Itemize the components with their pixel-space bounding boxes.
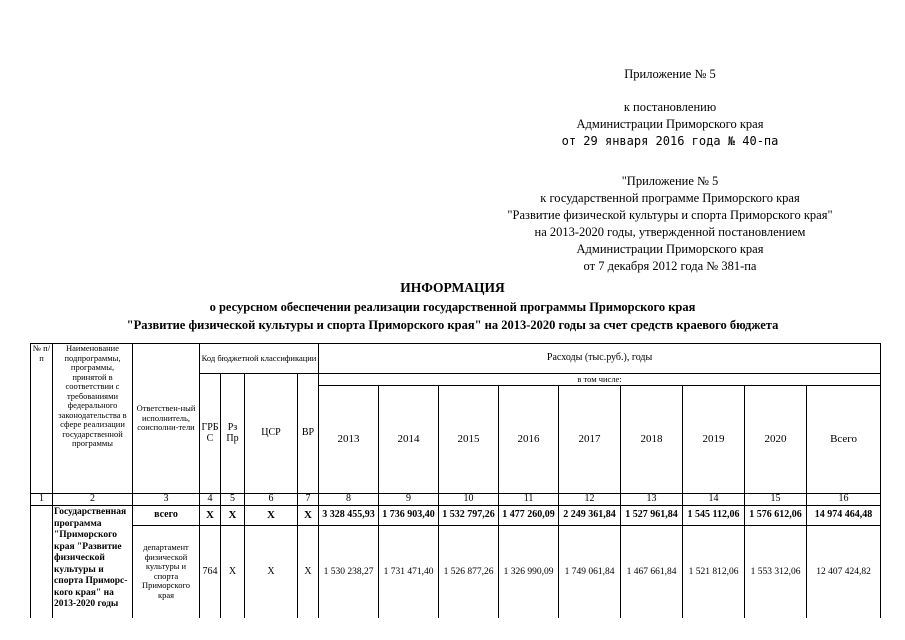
quote-appendix: "Приложение № 5 xyxy=(621,174,719,188)
column-index: 15 xyxy=(745,494,807,506)
header-expenses: Расходы (тыс.руб.), годы xyxy=(319,344,881,374)
quote-administration: Администрации Приморского края xyxy=(576,242,764,256)
total-value: 1 736 903,40 xyxy=(379,506,439,526)
quote-program-name: "Развитие физической культуры и спорта Приморского края" xyxy=(507,208,833,222)
total-csr: Х xyxy=(245,506,298,526)
department-value: 1 467 661,84 xyxy=(621,526,683,618)
column-index: 5 xyxy=(221,494,245,506)
document-subtitle-1: о ресурсном обеспечении реализации государственной программы Приморского края xyxy=(209,300,696,314)
column-index: 4 xyxy=(200,494,221,506)
department-value: 1 326 990,09 xyxy=(499,526,559,618)
header-year: 2019 xyxy=(683,386,745,494)
total-value: 1 527 961,84 xyxy=(621,506,683,526)
header-year: 2020 xyxy=(745,386,807,494)
column-index: 8 xyxy=(319,494,379,506)
department-value: 1 553 312,06 xyxy=(745,526,807,618)
column-index: 7 xyxy=(298,494,319,506)
department-value: 1 731 471,40 xyxy=(379,526,439,618)
table-row-total xyxy=(31,506,881,526)
column-index: 11 xyxy=(499,494,559,506)
header-year: 2016 xyxy=(499,386,559,494)
header-rzpr: Рз Пр xyxy=(221,374,245,494)
row-number xyxy=(31,506,53,618)
header-year: 2014 xyxy=(379,386,439,494)
department-value: 12 407 424,82 xyxy=(807,526,881,618)
department-grbs: 764 xyxy=(200,526,221,618)
document-title: ИНФОРМАЦИЯ xyxy=(400,280,505,295)
header-csr: ЦСР xyxy=(245,374,298,494)
total-grbs: Х xyxy=(200,506,221,526)
table-row-department xyxy=(31,526,881,618)
header-including: в том числе: xyxy=(319,374,881,386)
to-resolution: к постановлению xyxy=(623,100,717,114)
column-index: 12 xyxy=(559,494,621,506)
total-value: 14 974 464,48 xyxy=(807,506,881,526)
header-num: № п/п xyxy=(31,344,53,494)
total-value: 1 477 260,09 xyxy=(499,506,559,526)
header-year: 2015 xyxy=(439,386,499,494)
resource-table xyxy=(30,343,881,618)
header-year: 2013 xyxy=(319,386,379,494)
document-subtitle-2: "Развитие физической культуры и спорта Приморского края" на 2013-2020 годы за счет средств краевого бюджета xyxy=(126,318,779,332)
total-vr: Х xyxy=(298,506,319,526)
department-value: 1 521 812,06 xyxy=(683,526,745,618)
header-budget-code: Код бюджетной классификации xyxy=(200,344,319,374)
header-year: 2018 xyxy=(621,386,683,494)
department-csr: Х xyxy=(245,526,298,618)
total-rzpr: Х xyxy=(221,506,245,526)
total-value: 2 249 361,84 xyxy=(559,506,621,526)
program-name-cell: Государственная программа "Приморского края "Развитие физической культуры и спорта Приморс-кого края" на 2013-2020 годы xyxy=(53,506,133,618)
quote-years-approved: на 2013-2020 годы, утвержденной постановлением xyxy=(534,225,806,239)
administration: Администрации Приморского края xyxy=(576,117,764,131)
total-value: 1 532 797,26 xyxy=(439,506,499,526)
column-index: 10 xyxy=(439,494,499,506)
column-index: 9 xyxy=(379,494,439,506)
header-name: Наименование подпрограммы, программы, принятой в соответствии с требованиями федерального законодательства в сфере реализации государственной программы xyxy=(53,344,133,494)
total-value: 1 545 112,06 xyxy=(683,506,745,526)
department-vr: Х xyxy=(298,526,319,618)
column-index: 1 xyxy=(31,494,53,506)
department-value: 1 526 877,26 xyxy=(439,526,499,618)
quote-date: от 7 декабря 2012 года № 381-па xyxy=(583,259,757,273)
column-index: 16 xyxy=(807,494,881,506)
column-index: 13 xyxy=(621,494,683,506)
quote-to-program: к государственной программе Приморского края xyxy=(540,191,800,205)
header-vr: ВР xyxy=(298,374,319,494)
total-value: 1 576 612,06 xyxy=(745,506,807,526)
header-responsible: Ответствен-ный исполнитель, соисполни-тели xyxy=(133,344,200,494)
column-index: 2 xyxy=(53,494,133,506)
total-value: 3 328 455,93 xyxy=(319,506,379,526)
column-index: 3 xyxy=(133,494,200,506)
total-responsible: всего xyxy=(133,506,200,526)
department-value: 1 749 061,84 xyxy=(559,526,621,618)
column-index: 6 xyxy=(245,494,298,506)
department-rzpr: Х xyxy=(221,526,245,618)
header-grbs: ГРБ С xyxy=(200,374,221,494)
header-year: 2017 xyxy=(559,386,621,494)
resolution-date: от 29 января 2016 года № 40-па xyxy=(561,134,779,148)
column-index: 14 xyxy=(683,494,745,506)
appendix-number: Приложение № 5 xyxy=(624,67,716,81)
department-value: 1 530 238,27 xyxy=(319,526,379,618)
department-responsible: департамент физической культуры и спорта Приморского края xyxy=(133,526,200,618)
header-total: Всего xyxy=(807,386,881,494)
